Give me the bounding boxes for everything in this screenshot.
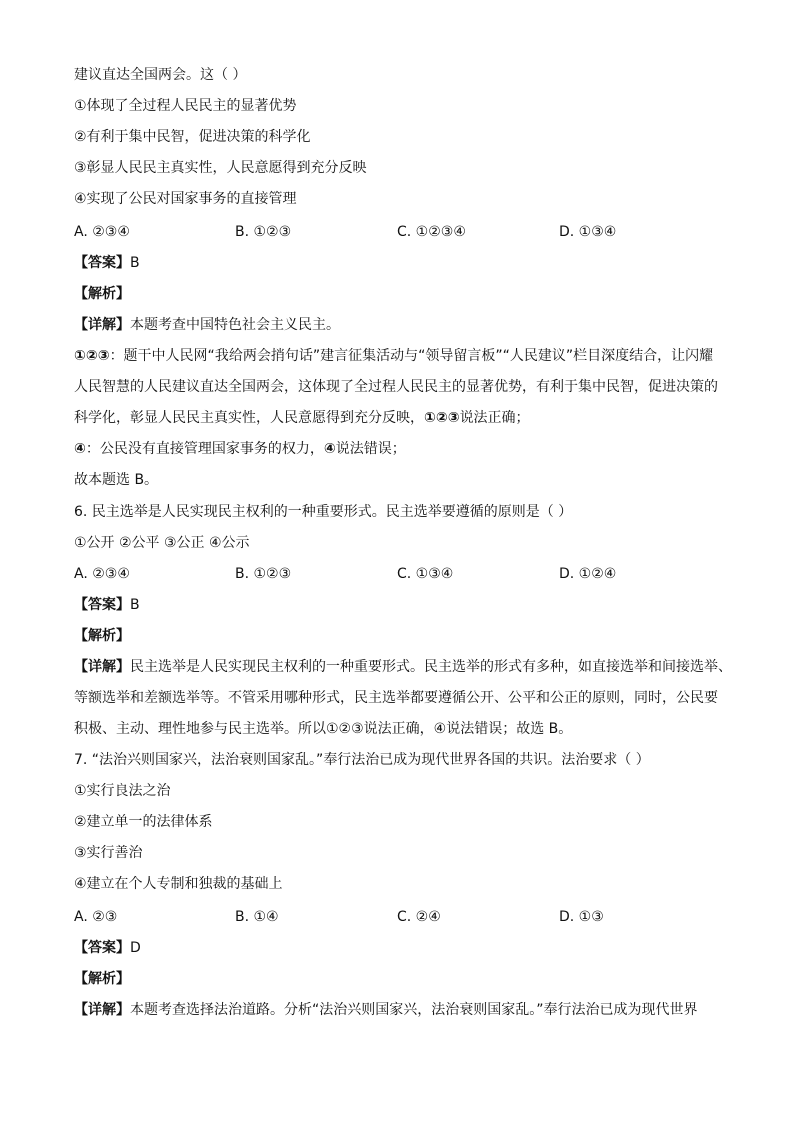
q5-option-b: B. ①②③ (235, 224, 292, 240)
q6-detail-label: 【详解】 (74, 659, 130, 675)
q6-option-b: B. ①②③ (235, 566, 292, 582)
q5-conclusion: 故本题选 B。 (74, 472, 159, 488)
q5-stem-tail: 建议直达全国两会。这（ ） (74, 67, 247, 83)
q7-option-a: A. ②③ (74, 909, 118, 925)
q7-stem: 7. “法治兴则国家兴，法治衰则国家乱。”奉行法治已成为现代世界各国的共识。法治要求（ ） (74, 752, 650, 768)
q7-analysis-label: 【解析】 (74, 971, 130, 987)
q5-para1-line3 (74, 409, 530, 427)
q5-option-d: D. ①③④ (559, 224, 617, 240)
q6-answer-label: 【答案】 (74, 597, 130, 613)
q7-item-3: ③实行善治 (74, 845, 143, 861)
q6-analysis-label: 【解析】 (74, 628, 130, 644)
q7-answer-label: 【答案】 (74, 940, 130, 956)
q6-detail-text1: 民主选举是人民实现民主权利的一种重要形式。民主选举的形式有多种，如直接选举和间接选举、 (130, 659, 732, 675)
q7-item-4: ④建立在个人专制和独裁的基础上 (74, 876, 283, 892)
q5-answer-value: B (130, 255, 140, 271)
q6-options (74, 565, 724, 583)
q5-para2 (74, 440, 406, 458)
q6-answer (74, 596, 140, 614)
q5-para1-marker: ①②③ (74, 348, 110, 364)
q5-para1-text3a: 科学化，彰显人民民主真实性，人民意愿得到充分反映， (74, 410, 424, 426)
q5-item-2: ②有利于集中民智，促进决策的科学化 (74, 129, 311, 145)
q7-item-1: ①实行良法之治 (74, 783, 171, 799)
q5-detail-intro: 本题考查中国特色社会主义民主。 (130, 317, 340, 333)
q5-detail (74, 316, 340, 334)
q5-para1-text1: ：题干中人民网“我给两会捎句话”建言征集活动与“领导留言板”“人民建议”栏目深度结合，让闪耀 (109, 348, 714, 364)
q5-para2-text-b: 说法错误； (335, 441, 406, 457)
q5-para1-line2: 人民智慧的人民建议直达全国两会，这体现了全过程人民民主的显著优势，有利于集中民智，促进决策的 (74, 379, 718, 395)
q7-answer-value: D (130, 940, 141, 956)
q5-detail-label: 【详解】 (74, 317, 130, 333)
q6-option-d: D. ①②④ (559, 566, 617, 582)
q5-answer-label: 【答案】 (74, 255, 130, 271)
q5-item-1: ①体现了全过程人民民主的显著优势 (74, 98, 297, 114)
q6-option-a: A. ②③④ (74, 566, 130, 582)
q5-para1-line1 (74, 347, 713, 365)
q6-items: ①公开 ②公平 ③公正 ④公示 (74, 535, 250, 551)
q5-analysis (74, 285, 130, 303)
q7-item-2: ②建立单一的法律体系 (74, 814, 213, 830)
q5-para2-marker2: ④ (323, 441, 336, 457)
q5-option-c: C. ①②③④ (397, 224, 466, 240)
q5-item-4: ④实现了公民对国家事务的直接管理 (74, 191, 297, 207)
q7-detail-text1: 本题考查选择法治道路。分析“法治兴则国家兴，法治衰则国家乱。”奉行法治已成为现代世界 (130, 1002, 698, 1018)
q7-option-c: C. ②④ (397, 909, 441, 925)
q5-analysis-label: 【解析】 (74, 286, 130, 302)
q7-option-d: D. ①③ (559, 909, 604, 925)
q7-options (74, 908, 724, 926)
q5-options (74, 223, 724, 241)
q5-para2-text-a: ：公民没有直接管理国家事务的权力， (85, 441, 324, 457)
q5-para1-line3-marker: ①②③ (424, 410, 460, 426)
q7-detail-label: 【详解】 (74, 1002, 130, 1018)
q7-detail-line1 (74, 1001, 698, 1019)
q7-option-b: B. ①④ (235, 909, 279, 925)
q6-option-c: C. ①③④ (397, 566, 454, 582)
q6-detail-line1 (74, 658, 732, 676)
q5-para2-marker: ④ (74, 441, 86, 457)
q6-stem: 6. 民主选举是人民实现民主权利的一种重要形式。民主选举要遵循的原则是（ ） (74, 504, 573, 520)
q5-option-a: A. ②③④ (74, 224, 130, 240)
q5-item-3: ③彰显人民民主真实性，人民意愿得到充分反映 (74, 160, 367, 176)
q6-answer-value: B (130, 597, 140, 613)
q6-analysis (74, 627, 130, 645)
q5-para1-text3b: 说法正确； (459, 410, 530, 426)
q7-analysis (74, 970, 130, 988)
q6-detail-line2: 等额选举和差额选举等。不管采用哪种形式，民主选举都要遵循公开、公平和公正的原则，同时，公民要 (74, 690, 718, 706)
q7-answer (74, 939, 141, 957)
q5-answer (74, 254, 140, 272)
q6-detail-line3: 积极、主动、理性地参与民主选举。所以①②③说法正确，④说法错误；故选 B。 (74, 721, 573, 737)
